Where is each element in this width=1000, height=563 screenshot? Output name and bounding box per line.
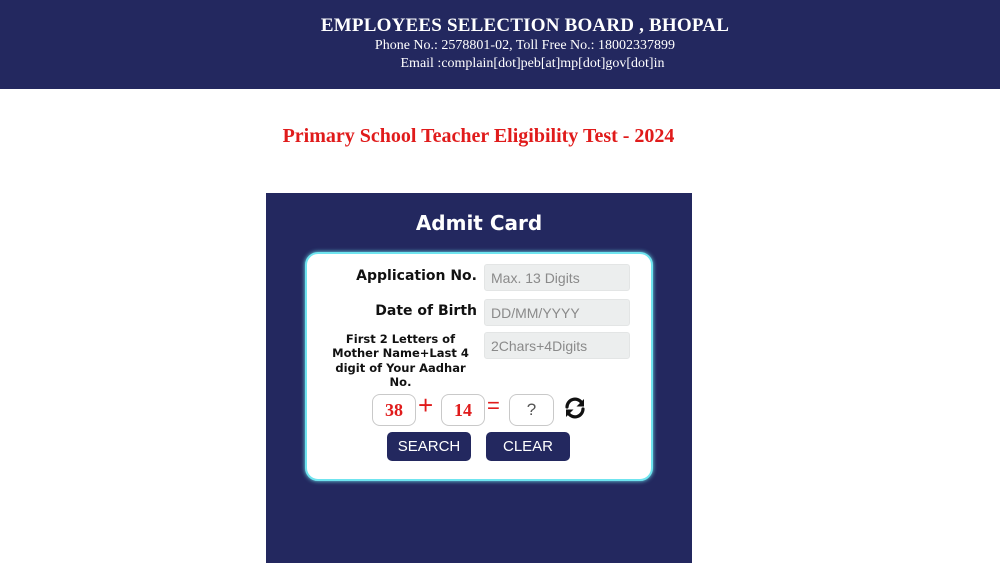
dob-label: Date of Birth: [375, 303, 477, 319]
org-name: EMPLOYEES SELECTION BOARD , BHOPAL: [320, 15, 730, 36]
contact-phone: Phone No.: 2578801-02, Toll Free No.: 18002337899: [374, 38, 676, 53]
captcha-operand-b: 14: [441, 394, 485, 426]
refresh-icon[interactable]: [563, 396, 587, 420]
dob-input[interactable]: [484, 299, 630, 326]
search-button[interactable]: SEARCH: [387, 432, 471, 461]
captcha-answer-input[interactable]: [509, 394, 554, 426]
site-header: [0, 0, 1000, 89]
captcha-operand-a: 38: [372, 394, 416, 426]
admit-card-title: Admit Card: [415, 211, 543, 235]
captcha-equals-sign: =: [487, 393, 500, 418]
captcha-plus-sign: +: [418, 390, 434, 420]
clear-button[interactable]: CLEAR: [486, 432, 570, 461]
exam-title: Primary School Teacher Eligibility Test - 2024: [282, 125, 675, 147]
application-no-label: Application No.: [356, 268, 477, 284]
contact-email: Email :complain[dot]peb[at]mp[dot]gov[dot]in: [400, 56, 665, 71]
mother-aadhar-input[interactable]: [484, 332, 630, 359]
application-no-input[interactable]: [484, 264, 630, 291]
mother-aadhar-label: First 2 Letters of Mother Name+Last 4 digit of Your Aadhar No.: [332, 332, 469, 389]
